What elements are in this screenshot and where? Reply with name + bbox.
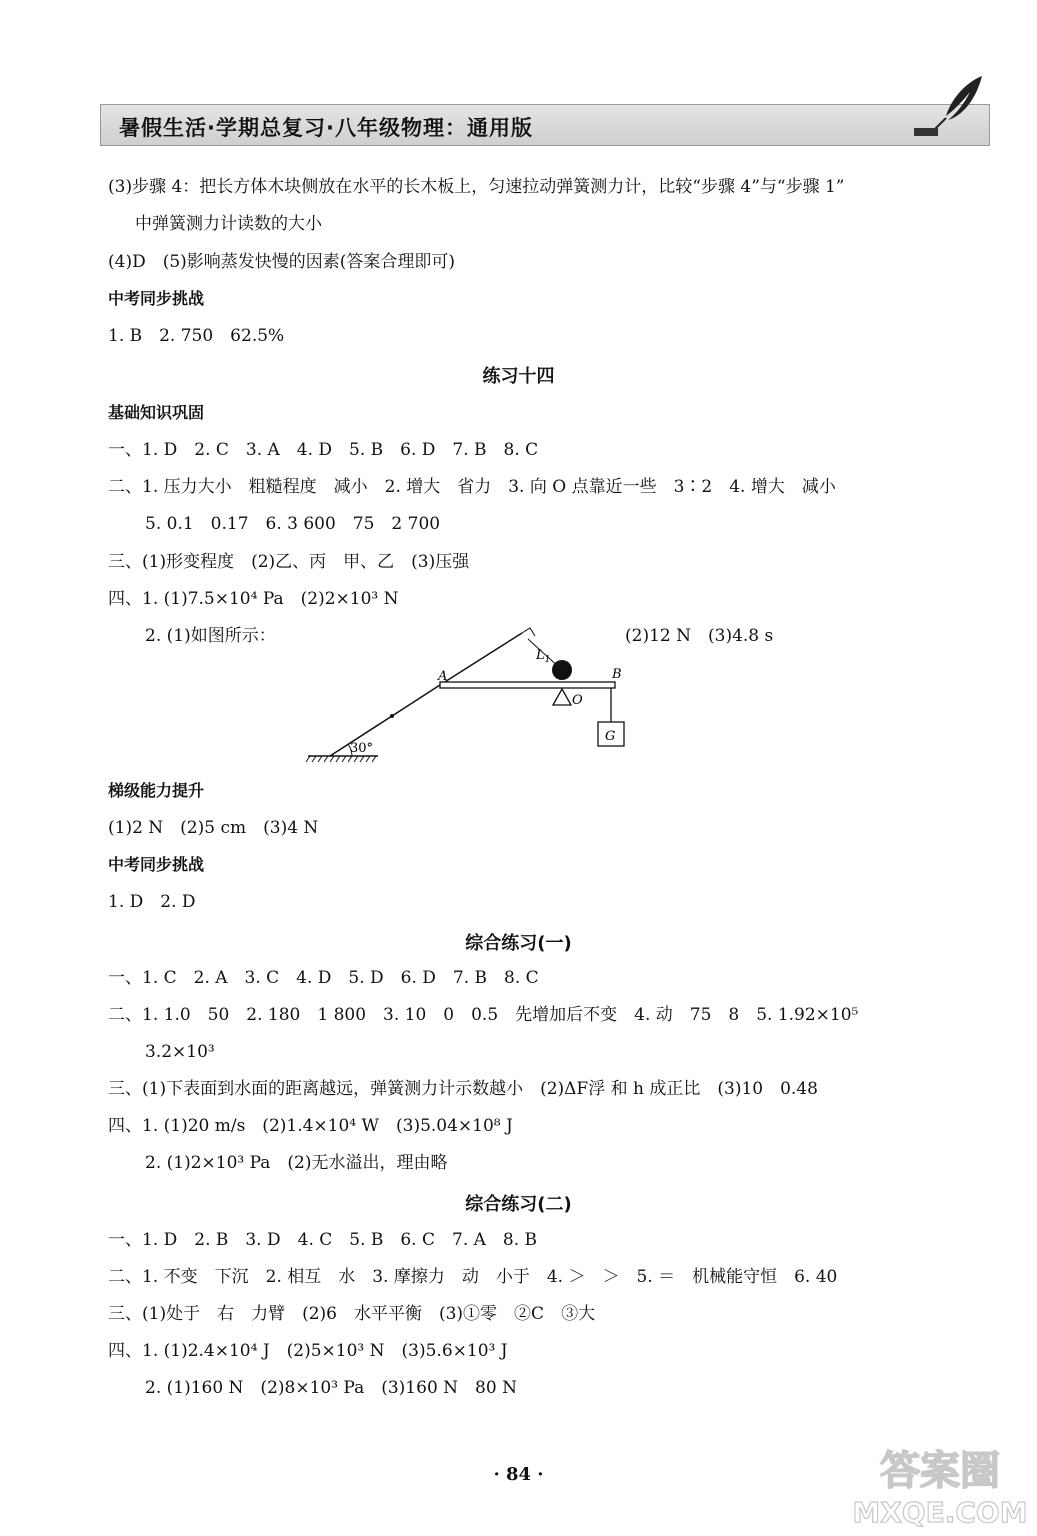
text-line: 2. (1)160 N (2)8×10³ Pa (3)160 N 80 N (145, 1378, 517, 1398)
force-extension-line (440, 633, 522, 685)
rope-dot (390, 714, 394, 718)
subheading: 中考同步挑战 (108, 855, 205, 874)
ball (552, 660, 572, 680)
subheading: 基础知识巩固 (108, 403, 205, 422)
label-A: A (438, 669, 448, 684)
section-title: 综合练习(一) (465, 933, 572, 954)
text-line: 一、1. C 2. A 3. C 4. D 5. D 6. D 7. B 8. C (108, 968, 539, 988)
watermark-logo (850, 1442, 1030, 1532)
right-angle-mark (522, 628, 535, 636)
text-line: 四、1. (1)20 m/s (2)1.4×10⁴ W (3)5.04×10⁸ J (108, 1116, 513, 1136)
text-line: 三、(1)形变程度 (2)乙、丙 甲、乙 (3)压强 (108, 552, 470, 572)
text-line: (1)2 N (2)5 cm (3)4 N (108, 818, 319, 838)
text-line: 3.2×10³ (145, 1042, 215, 1062)
subheading: 梯级能力提升 (108, 781, 205, 800)
section-title: 练习十四 (482, 366, 555, 387)
header-bar (100, 104, 990, 146)
text-line: 二、1. 压力大小 粗糙程度 减小 2. 增大 省力 3. 向 O 点靠近一些 3∶2 4. 增大 减小 (108, 477, 836, 497)
text-line: 2. (1)如图所示： (145, 626, 276, 646)
text-line: 二、1. 1.0 50 2. 180 1 800 3. 10 0 0.5 先增加后不变 4. 动 75 8 5. 1.92×10⁵ (108, 1005, 859, 1025)
text-line: 1. D 2. D (108, 892, 196, 912)
section-title: 综合练习(二) (465, 1194, 572, 1215)
lever-bar (440, 682, 615, 688)
text-line: (4)D (5)影响蒸发快慢的因素(答案合理即可) (108, 252, 456, 272)
text-line: 三、(1)下表面到水面的距离越远，弹簧测力计示数越小 (2)ΔF浮 和 h 成正比 (3)10 0.48 (108, 1079, 818, 1099)
header-title: 暑假生活·学期总复习·八年级物理：通用版 (119, 116, 533, 140)
svg-text:MXQE.COM: MXQE.COM (852, 1496, 1028, 1529)
text-line: 三、(1)处于 右 力臂 (2)6 水平平衡 (3)①零 ②C ③大 (108, 1304, 596, 1324)
label-G: G (605, 729, 616, 744)
label-O: O (572, 693, 583, 708)
text-line: 一、1. D 2. B 3. D 4. C 5. B 6. C 7. A 8. B (108, 1230, 538, 1250)
text-line: 1. B 2. 750 62.5% (108, 326, 285, 346)
text-line: 一、1. D 2. C 3. A 4. D 5. B 6. D 7. B 8. C (108, 440, 539, 460)
svg-text:答案圈: 答案圈 (880, 1448, 1000, 1494)
text-line: 二、1. 不变 下沉 2. 相互 水 3. 摩擦力 动 小于 4. ＞ ＞ 5. ＝ 机械能守恒 6. 40 (108, 1267, 838, 1287)
angle-label: 30° (350, 741, 374, 756)
text-line: 四、1. (1)7.5×10⁴ Pa (2)2×10³ N (108, 589, 399, 609)
text-line: (3)步骤 4：把长方体木块侧放在水平的长木板上，匀速拉动弹簧测力计，比较“步骤 4”与“步骤 1” (108, 177, 845, 197)
label-B: B (612, 667, 622, 682)
text-line: 5. 0.1 0.17 6. 3 600 75 2 700 (145, 514, 441, 534)
text-line: (2)12 N (3)4.8 s (625, 626, 774, 646)
subheading: 中考同步挑战 (108, 289, 205, 308)
rope (330, 685, 440, 756)
lever-diagram (300, 625, 660, 765)
fulcrum (553, 689, 571, 705)
arm-label: $L_1$ (536, 648, 551, 665)
ground-hatch (306, 756, 376, 762)
quill-icon (912, 72, 992, 142)
text-line: 四、1. (1)2.4×10⁴ J (2)5×10³ N (3)5.6×10³ J (108, 1341, 508, 1361)
page-number: · 84 · (493, 1464, 544, 1485)
text-line: 2. (1)2×10³ Pa (2)无水溢出，理由略 (145, 1153, 448, 1173)
text-line: 中弹簧测力计读数的大小 (135, 214, 322, 234)
